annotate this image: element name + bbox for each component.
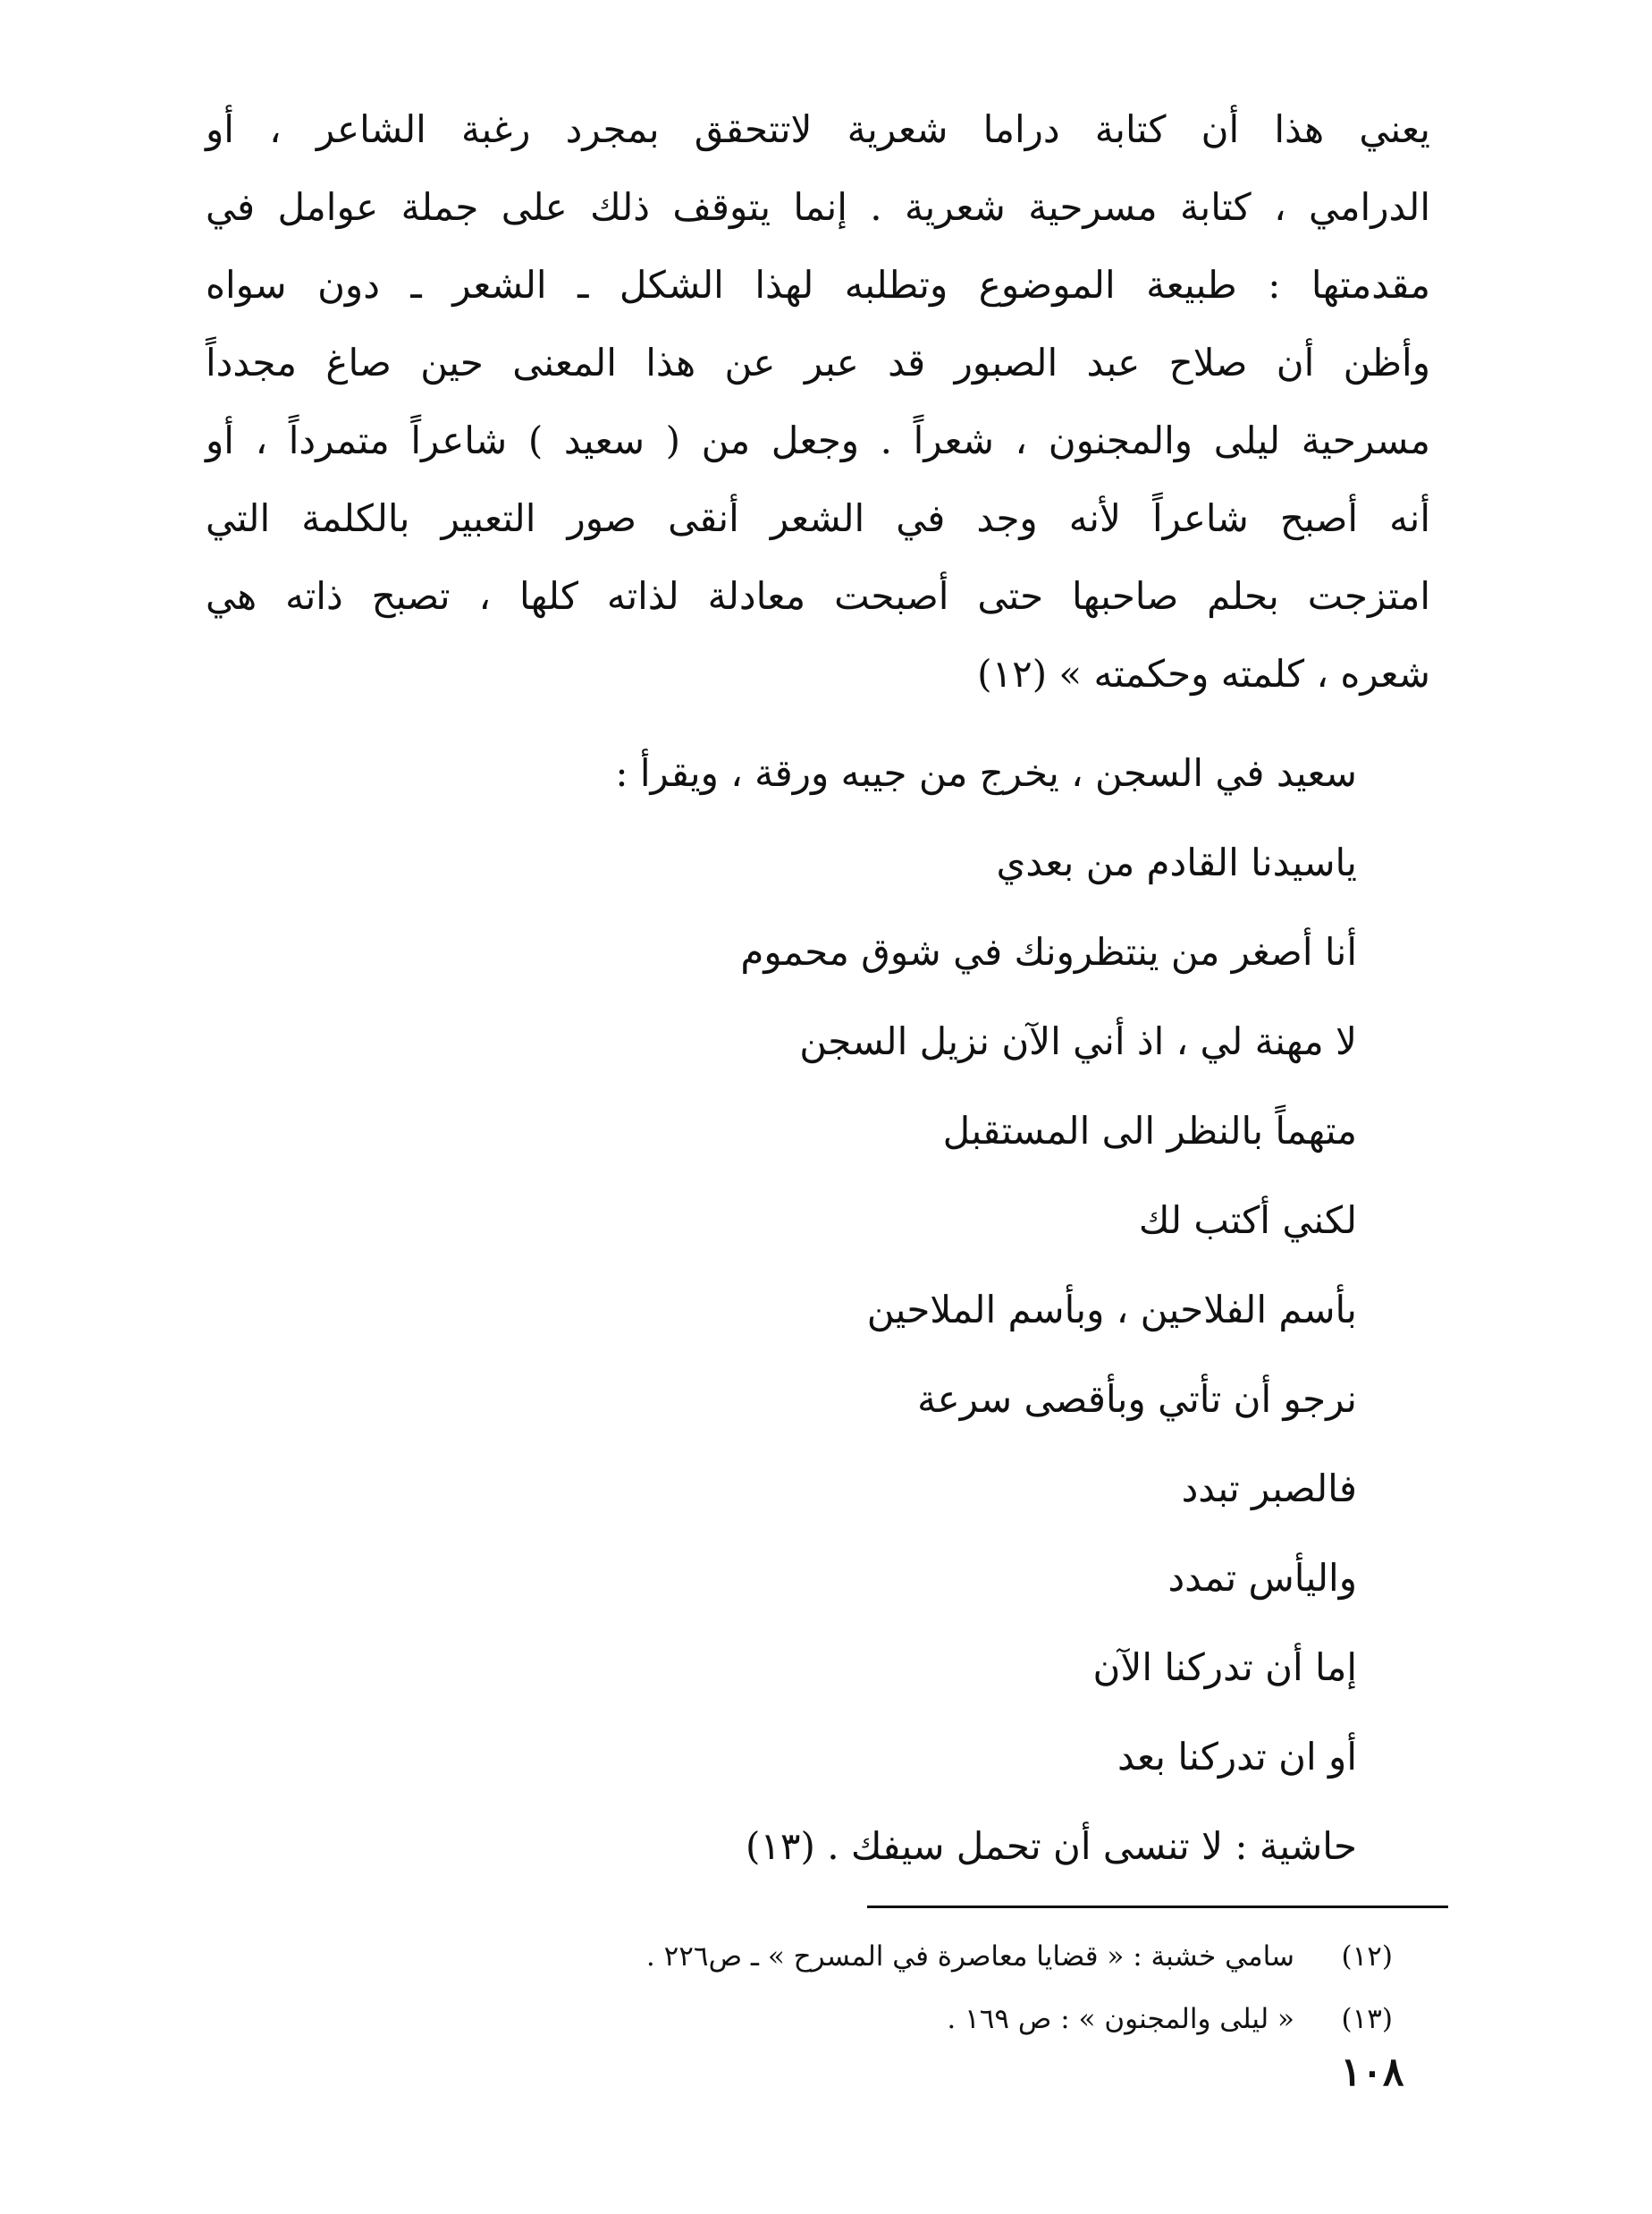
stage-direction: سعيد في السجن ، يخرج من جيبه ورقة ، ويقرأ :	[615, 751, 1357, 795]
verse-line: إما أن تدركنا الآن	[1092, 1645, 1357, 1689]
verse-block	[463, 749, 1357, 1912]
footnote-12	[409, 1939, 1393, 2001]
prose-line-2: الدرامي ، كتابة مسرحية شعرية . إنما يتوقف ذلك على جملة عوامل في	[206, 185, 1430, 229]
prose-line-4: وأظن أن صلاح عبد الصبور قد عبر عن هذا المعنى حين صاغ مجدداً	[206, 341, 1430, 384]
verse-postscript: حاشية : لا تنسى أن تحمل سيفك . (١٣)	[745, 1824, 1357, 1868]
footnote-text: « ليلى والمجنون » : ص ١٦٩ .	[947, 2003, 1294, 2035]
footnote-number: (١٣)	[1341, 2003, 1393, 2035]
prose-paragraph	[206, 106, 1430, 728]
verse-line: أنا أصغر من ينتظرونك في شوق محموم	[740, 930, 1357, 974]
footnote-divider	[867, 1906, 1448, 1908]
footnote-text: سامي خشبة : « قضايا معاصرة في المسرح » ـ ص٢٢٦ .	[645, 1940, 1294, 1973]
footnote-number: (١٢)	[1341, 1940, 1393, 1973]
verse-line: نرجو أن تأتي وبأقصى سرعة	[917, 1377, 1357, 1421]
verse-line: لكني أكتب لك	[1138, 1198, 1357, 1242]
prose-line-1: يعني هذا أن كتابة دراما شعرية لاتتحقق بمجرد رغبة الشاعر ، أو	[206, 107, 1430, 151]
verse-line: بأسم الفلاحين ، وبأسم الملاحين	[866, 1288, 1357, 1331]
prose-line-6: أنه أصبح شاعراً لأنه وجد في الشعر أنقى صور التعبير بالكلمة التي	[206, 496, 1430, 540]
page-number: ١٠٨	[1340, 2049, 1404, 2095]
verse-line: لا مهنة لي ، اذ أني الآن نزيل السجن	[799, 1019, 1357, 1063]
verse-line: فالصبر تبدد	[1181, 1466, 1357, 1510]
footnote-13	[409, 2001, 1393, 2064]
prose-line-5: مسرحية ليلى والمجنون ، شعراً . وجعل من ( سعيد ) شاعراً متمرداً ، أو	[206, 418, 1430, 462]
prose-line-3: مقدمتها : طبيعة الموضوع وتطلبه لهذا الشكل ـ الشعر ـ دون سواه	[206, 263, 1430, 307]
prose-line-7: امتزجت بحلم صاحبها حتى أصبحت معادلة لذاته كلها ، تصبح ذاته هي	[206, 574, 1430, 618]
verse-line: متهماً بالنظر الى المستقبل	[942, 1109, 1357, 1153]
prose-line-8: شعره ، كلمته وحكمته » (١٢)	[977, 652, 1430, 696]
footnotes	[409, 1939, 1393, 2064]
verse-line: أو ان تدركنا بعد	[1117, 1735, 1357, 1779]
verse-line: واليأس تمدد	[1167, 1556, 1357, 1600]
verse-line: ياسيدنا القادم من بعدي	[996, 841, 1357, 884]
